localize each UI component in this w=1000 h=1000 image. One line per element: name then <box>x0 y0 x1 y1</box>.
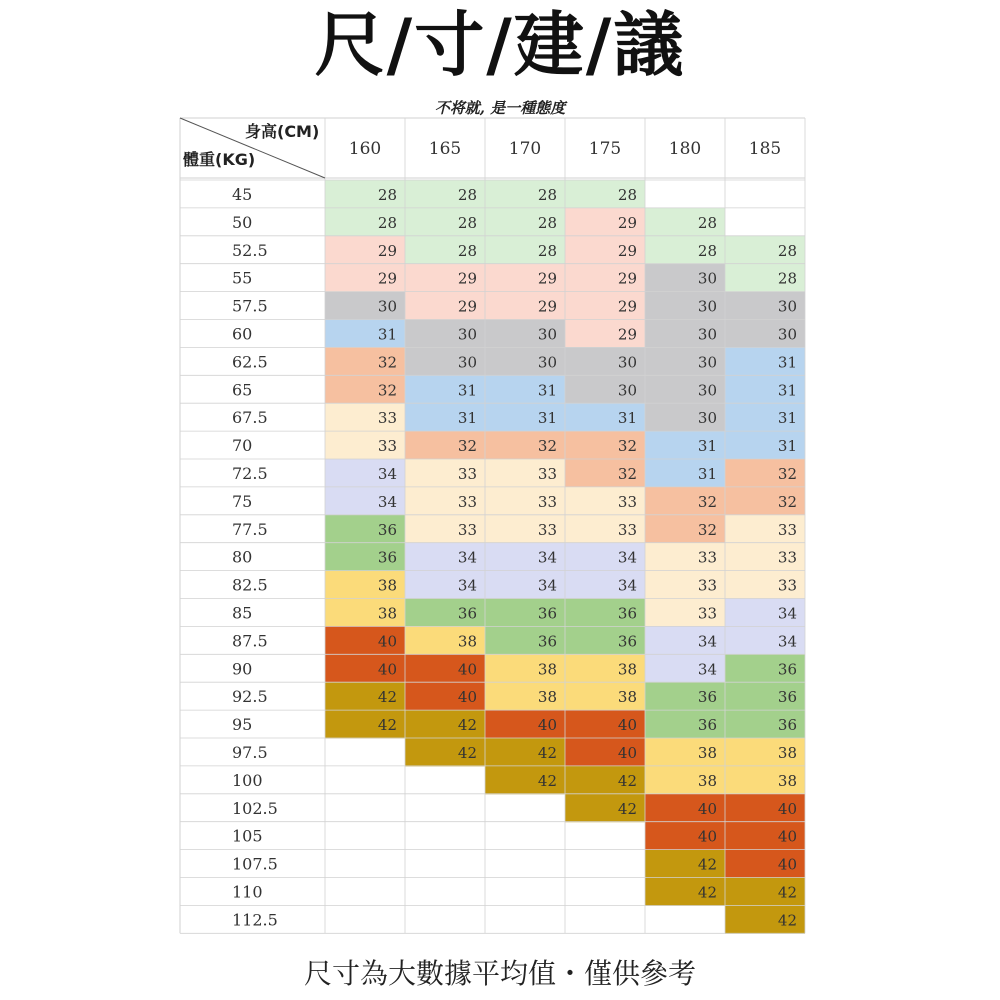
weight-label-65: 65 <box>232 380 253 400</box>
size-value: 31 <box>697 464 717 483</box>
size-value: 40 <box>377 660 397 679</box>
weight-label-60: 60 <box>232 324 253 344</box>
size-value: 42 <box>617 799 637 818</box>
size-value: 34 <box>457 548 477 567</box>
size-value: 42 <box>697 855 717 874</box>
size-value: 30 <box>697 325 717 344</box>
size-value: 30 <box>777 325 797 344</box>
size-value: 42 <box>777 883 797 902</box>
size-value: 40 <box>377 632 397 651</box>
weight-label-80: 80 <box>232 547 253 567</box>
height-header-180: 180 <box>668 139 702 159</box>
size-value: 32 <box>617 437 637 456</box>
weight-label-55: 55 <box>232 268 253 288</box>
weight-label-90: 90 <box>232 659 253 679</box>
size-value: 33 <box>697 548 717 567</box>
size-value: 38 <box>457 632 477 651</box>
size-value: 31 <box>777 353 797 372</box>
size-value: 38 <box>537 660 557 679</box>
footer-note: 尺寸為大數據平均值・僅供參考 <box>303 957 696 990</box>
size-value: 34 <box>697 660 717 679</box>
size-value: 30 <box>697 269 717 288</box>
size-value: 30 <box>777 297 797 316</box>
size-value: 31 <box>777 381 797 400</box>
size-value: 31 <box>777 437 797 456</box>
size-value: 28 <box>457 241 477 260</box>
size-value: 32 <box>457 437 477 456</box>
page-title: 尺/寸/建/議 <box>314 4 686 86</box>
size-value: 36 <box>537 604 557 623</box>
size-value: 29 <box>457 269 477 288</box>
size-value: 32 <box>377 381 397 400</box>
size-value: 29 <box>617 297 637 316</box>
size-value: 33 <box>617 492 637 511</box>
size-value: 31 <box>617 409 637 428</box>
height-header-175: 175 <box>588 139 622 159</box>
weight-label-87.5: 87.5 <box>232 631 268 651</box>
size-value: 31 <box>457 381 477 400</box>
size-value: 40 <box>777 799 797 818</box>
size-value: 33 <box>457 520 477 539</box>
size-value: 36 <box>777 688 797 707</box>
weight-label-67.5: 67.5 <box>232 408 268 428</box>
size-value: 28 <box>697 213 717 232</box>
weight-header-label: 體重(KG) <box>183 150 256 169</box>
size-value: 33 <box>617 520 637 539</box>
size-value: 42 <box>617 771 637 790</box>
size-value: 30 <box>377 297 397 316</box>
size-value: 31 <box>697 437 717 456</box>
weight-label-100: 100 <box>232 770 263 790</box>
height-header-185: 185 <box>748 139 782 159</box>
size-value: 29 <box>377 241 397 260</box>
size-value: 38 <box>777 743 797 762</box>
size-value: 38 <box>617 660 637 679</box>
size-value: 42 <box>697 883 717 902</box>
size-value: 33 <box>777 548 797 567</box>
size-value: 33 <box>537 492 557 511</box>
size-value: 38 <box>377 604 397 623</box>
size-value: 32 <box>697 520 717 539</box>
size-value: 40 <box>537 716 557 735</box>
size-value: 42 <box>377 688 397 707</box>
size-value: 30 <box>457 325 477 344</box>
size-value: 36 <box>697 688 717 707</box>
size-value: 38 <box>377 576 397 595</box>
size-value: 36 <box>537 632 557 651</box>
size-value: 28 <box>537 213 557 232</box>
size-value: 34 <box>377 492 397 511</box>
size-value: 42 <box>537 743 557 762</box>
size-value: 28 <box>777 241 797 260</box>
height-header-160: 160 <box>348 139 382 159</box>
size-value: 34 <box>457 576 477 595</box>
weight-label-82.5: 82.5 <box>232 575 268 595</box>
size-value: 38 <box>537 688 557 707</box>
size-value: 29 <box>617 325 637 344</box>
size-value: 40 <box>457 688 477 707</box>
size-value: 31 <box>537 409 557 428</box>
weight-label-62.5: 62.5 <box>232 352 268 372</box>
size-value: 33 <box>377 409 397 428</box>
size-value: 34 <box>537 576 557 595</box>
size-value: 31 <box>537 381 557 400</box>
weight-row-labels <box>232 185 278 929</box>
size-value: 40 <box>457 660 477 679</box>
weight-label-50: 50 <box>232 212 253 232</box>
size-value: 30 <box>617 381 637 400</box>
size-value: 30 <box>697 297 717 316</box>
size-value: 36 <box>617 604 637 623</box>
size-value: 30 <box>537 325 557 344</box>
size-value: 29 <box>377 269 397 288</box>
size-value: 28 <box>617 185 637 204</box>
size-value: 30 <box>457 353 477 372</box>
weight-label-102.5: 102.5 <box>232 798 278 818</box>
size-value: 33 <box>377 437 397 456</box>
size-value: 28 <box>777 269 797 288</box>
size-value: 36 <box>377 548 397 567</box>
weight-label-70: 70 <box>232 436 253 456</box>
size-value: 42 <box>457 743 477 762</box>
weight-label-52.5: 52.5 <box>232 240 268 260</box>
size-value: 28 <box>377 213 397 232</box>
size-value: 32 <box>377 353 397 372</box>
size-value: 29 <box>537 269 557 288</box>
size-value: 28 <box>537 241 557 260</box>
weight-label-112.5: 112.5 <box>232 910 278 930</box>
weight-label-95: 95 <box>232 715 253 735</box>
weight-label-77.5: 77.5 <box>232 519 268 539</box>
size-value: 29 <box>617 269 637 288</box>
size-value: 29 <box>457 297 477 316</box>
weight-label-110: 110 <box>232 882 263 902</box>
size-value: 38 <box>777 771 797 790</box>
size-value: 28 <box>457 185 477 204</box>
size-value: 30 <box>697 353 717 372</box>
size-value: 36 <box>617 632 637 651</box>
height-header-170: 170 <box>508 139 542 159</box>
slogan: 不将就, 是一種態度 <box>434 99 566 117</box>
size-value: 30 <box>697 409 717 428</box>
size-value: 29 <box>617 213 637 232</box>
size-value: 33 <box>697 604 717 623</box>
size-value: 28 <box>537 185 557 204</box>
size-value: 42 <box>777 911 797 930</box>
size-value: 42 <box>377 716 397 735</box>
size-value: 36 <box>697 716 717 735</box>
size-value: 34 <box>697 632 717 651</box>
weight-label-75: 75 <box>232 491 253 511</box>
size-value: 34 <box>537 548 557 567</box>
size-value: 32 <box>777 492 797 511</box>
height-header-165: 165 <box>428 139 462 159</box>
size-value: 28 <box>457 213 477 232</box>
size-value: 40 <box>697 799 717 818</box>
size-value: 38 <box>617 688 637 707</box>
size-value: 42 <box>457 716 477 735</box>
size-value: 36 <box>777 660 797 679</box>
size-value: 34 <box>777 632 797 651</box>
weight-label-105: 105 <box>232 826 263 846</box>
size-value: 33 <box>777 520 797 539</box>
size-value: 32 <box>777 464 797 483</box>
size-value: 34 <box>617 548 637 567</box>
weight-label-92.5: 92.5 <box>232 687 268 707</box>
size-value: 30 <box>537 353 557 372</box>
weight-label-97.5: 97.5 <box>232 742 268 762</box>
size-value: 40 <box>777 855 797 874</box>
size-value: 42 <box>537 771 557 790</box>
size-value: 30 <box>697 381 717 400</box>
size-value: 29 <box>537 297 557 316</box>
size-value: 38 <box>697 771 717 790</box>
size-value: 32 <box>697 492 717 511</box>
size-value: 36 <box>457 604 477 623</box>
weight-label-72.5: 72.5 <box>232 463 268 483</box>
size-value: 33 <box>537 464 557 483</box>
size-value: 32 <box>617 464 637 483</box>
weight-label-107.5: 107.5 <box>232 854 278 874</box>
size-value: 34 <box>777 604 797 623</box>
size-value: 28 <box>697 241 717 260</box>
weight-label-45: 45 <box>232 184 253 204</box>
size-value: 33 <box>537 520 557 539</box>
size-value: 40 <box>617 743 637 762</box>
size-value: 29 <box>617 241 637 260</box>
header-corner <box>180 118 325 178</box>
weight-label-85: 85 <box>232 603 253 623</box>
size-value: 40 <box>777 827 797 846</box>
size-value: 38 <box>697 743 717 762</box>
weight-label-57.5: 57.5 <box>232 296 268 316</box>
size-value: 40 <box>697 827 717 846</box>
size-value: 34 <box>617 576 637 595</box>
size-value: 33 <box>457 492 477 511</box>
size-value: 31 <box>377 325 397 344</box>
size-value: 33 <box>697 576 717 595</box>
size-value: 31 <box>457 409 477 428</box>
size-value: 30 <box>617 353 637 372</box>
size-value: 40 <box>617 716 637 735</box>
size-value: 28 <box>377 185 397 204</box>
size-value: 36 <box>777 716 797 735</box>
size-value: 31 <box>777 409 797 428</box>
height-header-label: 身高(CM) <box>245 122 320 141</box>
size-value: 32 <box>537 437 557 456</box>
size-value: 36 <box>377 520 397 539</box>
size-value: 33 <box>457 464 477 483</box>
size-value: 34 <box>377 464 397 483</box>
size-value: 33 <box>777 576 797 595</box>
